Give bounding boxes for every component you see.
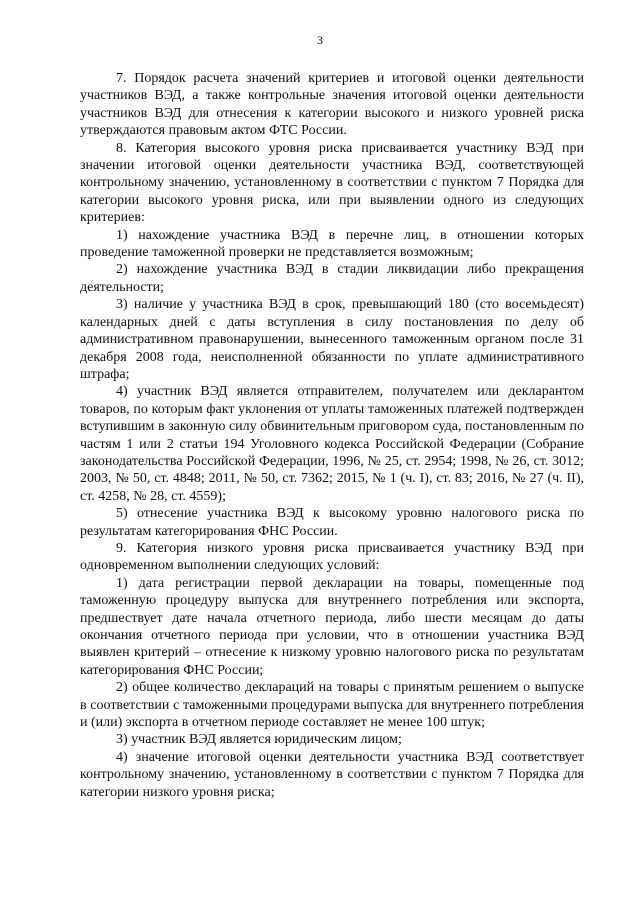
paragraph-7: 7. Порядок расчета значений критериев и итоговой оценки деятельности участников ВЭД, а также контрольные значения итоговой оценки деятельности участников ВЭД для отнесения к категории высокого и низкого уровней риска утверждаются правовым актом ФТС России. (80, 71, 584, 139)
paragraph-8-item-3: 3) наличие у участника ВЭД в срок, превышающий 180 (сто восемьдесят) календарных дней с даты вступления в силу постановления по делу об административном правонарушении, вынесенного таможенным органом после 31 декабря 2008 года, неисполненной обязанности по уплате административного штрафа; (80, 297, 584, 382)
paragraph-9-item-1: 1) дата регистрации первой декларации на товары, помещенные под таможенную процедуру выпуска для внутреннего потребления или экспорта, предшествует дате начала отчетного периода, либо шести месяцам до даты окончания отчетного периода при условии, что в отношении участника ВЭД выявлен критерий – отнесение к низкому уровню налогового риска по результатам категорирования ФНС России; (80, 575, 584, 678)
document-body (80, 70, 584, 801)
paragraph-8-item-4: 4) участник ВЭД является отправителем, получателем или декларантом товаров, по которым факт уклонения от уплаты таможенных платежей подтвержден вступившим в законную силу обвинительным приговором суда, постановленным по частям 1 или 2 статьи 194 Уголовного кодекса Российской Федерации (Собрание законодательства Российской Федерации, 1996, № 25, ст. 2954; 1998, № 26, ст. 3012; 2003, № 50, ст. 4848; 2011, № 50, ст. 7362; 2015, № 1 (ч. I), ст. 83; 2016, № 27 (ч. II), ст. 4258, № 28, ст. 4559); (80, 384, 584, 504)
paragraph-8-item-5: 5) отнесение участника ВЭД к высокому уровню налогового риска по результатам категорирования ФНС России. (80, 506, 584, 539)
paragraph-8-item-2: 2) нахождение участника ВЭД в стадии ликвидации либо прекращения деятельности; (80, 262, 584, 295)
page-number: 3 (317, 33, 323, 47)
paragraph-9-item-3: 3) участник ВЭД является юридическим лицом; (116, 732, 402, 748)
paragraph-9-item-2: 2) общее количество деклараций на товары с принятым решением о выпуске в соответствии с таможенными процедурами выпуска для внутреннего потребления и (или) экспорта в отчетном периоде составляет не менее 100 штук; (80, 680, 584, 731)
paragraph-8: 8. Категория высокого уровня риска присваивается участнику ВЭД при значении итоговой оценки деятельности участника ВЭД, соответствующей контрольному значению, установленному в соответствии с пунктом 7 Порядка для категории высокого уровня риска, или при выявлении одного из следующих критериев: (80, 140, 584, 226)
paragraph-8-item-1: 1) нахождение участника ВЭД в перечне лиц, в отношении которых проведение таможенной проверки не представляется возможным; (80, 227, 584, 261)
paragraph-9-item-4: 4) значение итоговой оценки деятельности участника ВЭД соответствует контрольному значению, установленному в соответствии с пунктом 7 Порядка для категории низкого уровня риска; (80, 749, 584, 800)
paragraph-9: 9. Категория низкого уровня риска присваивается участнику ВЭД при одновременном выполнении следующих условий: (80, 540, 584, 574)
